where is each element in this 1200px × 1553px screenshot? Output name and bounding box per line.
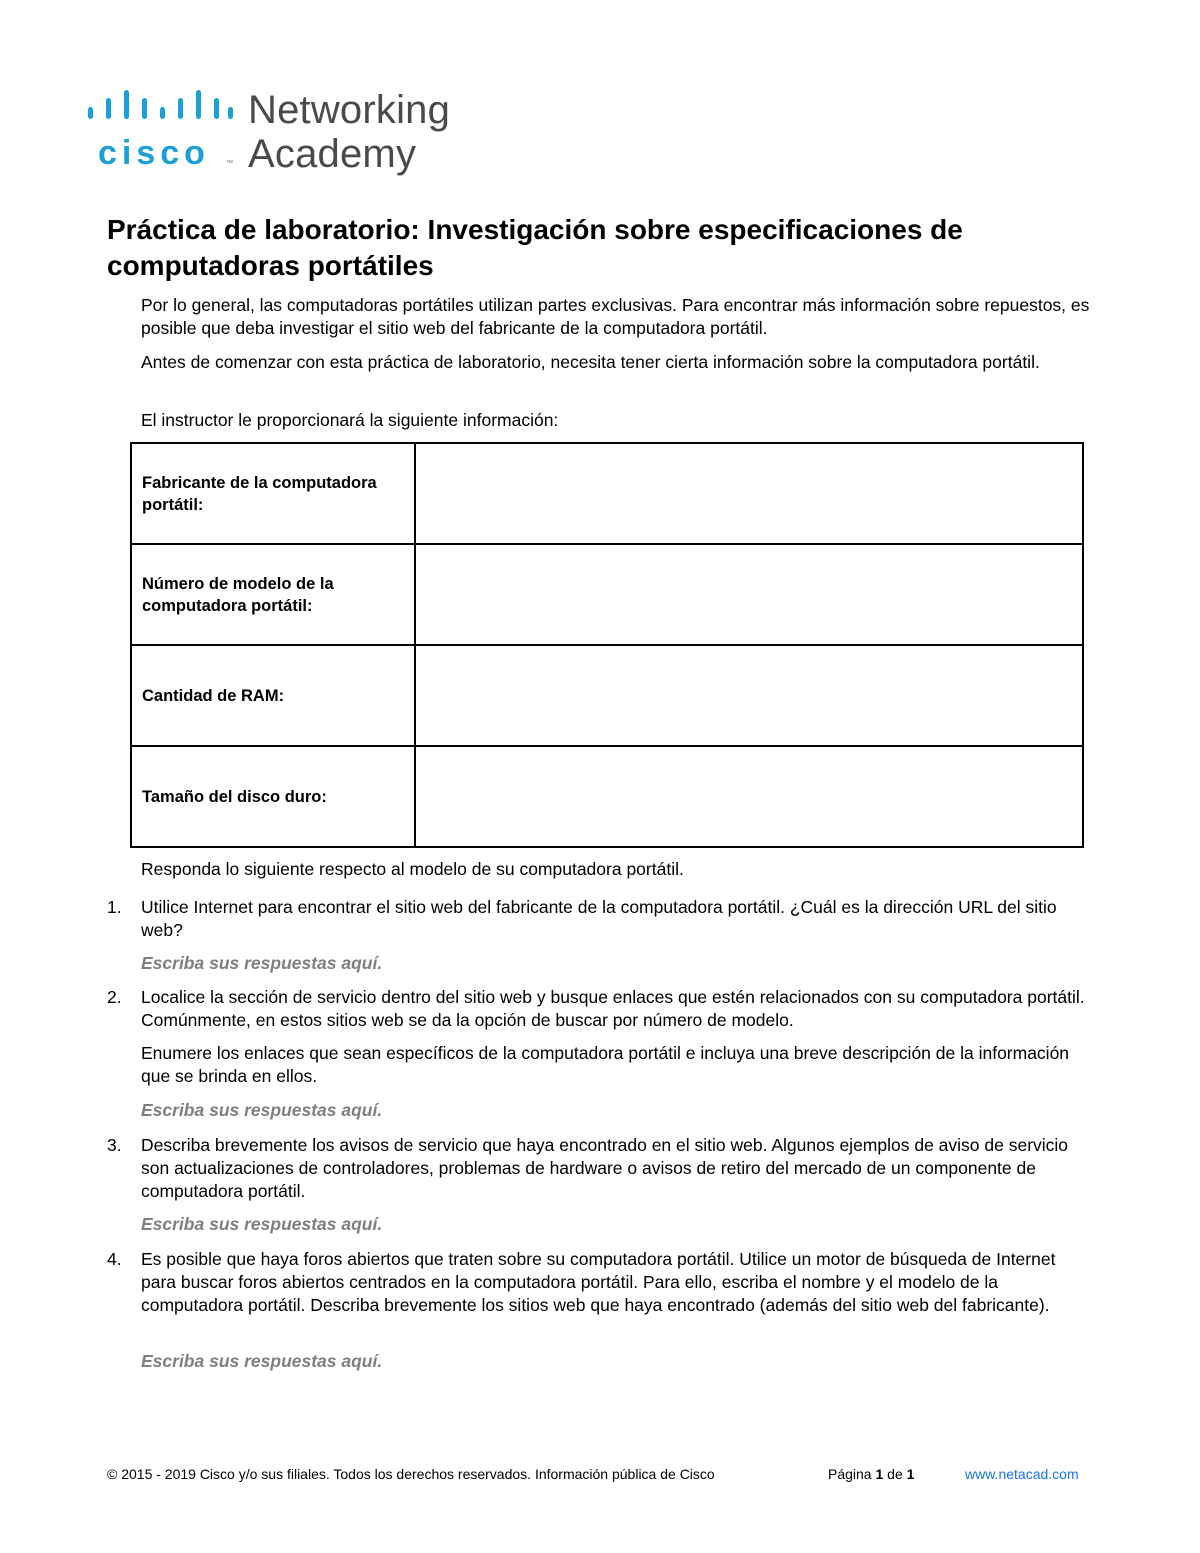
intro-paragraph-1: Por lo general, las computadoras portátiles utilizan partes exclusivas. Para encontrar más información sobre repuestos, es posible que deba investigar el sitio web del fabricante de la computadora portátil. (141, 295, 1090, 338)
respond-intro: Responda lo siguiente respecto al modelo de su computadora portátil. (141, 859, 684, 879)
logo-academy: Academy (248, 132, 417, 176)
table-row (131, 544, 1083, 645)
table-row (131, 645, 1083, 746)
question-number-2: 2. (107, 987, 122, 1007)
cisco-wordmark: cisco (98, 134, 210, 172)
footer-website (965, 1465, 1079, 1483)
table-label-hard-drive: Tamaño del disco duro: (131, 746, 415, 847)
laptop-info-table (130, 442, 1084, 848)
table-value-hard-drive[interactable] (415, 746, 1083, 847)
table-value-manufacturer[interactable] (415, 443, 1083, 544)
question-text-4: Es posible que haya foros abiertos que traten sobre su computadora portátil. Utilice un motor de búsqueda de Internet para buscar foros abiertos centrados en la computadora portátil. Para ello, escriba el nombre y el modelo de la computadora portátil. Describa brevemente los sitios web que haya encontrado (además del sitio web del fabricante). (141, 1249, 1056, 1315)
question-text-2: Localice la sección de servicio dentro del sitio web y busque enlaces que estén relacionados con su computadora portátil. Comúnmente, en estos sitios web se da la opción de buscar por número de modelo. (141, 987, 1085, 1030)
footer-page-number (828, 1465, 914, 1483)
table-label-manufacturer: Fabricante de la computadora portátil: (131, 443, 415, 544)
question-text-1: Utilice Internet para encontrar el sitio web del fabricante de la computadora portátil. ¿Cuál es la dirección URL del sitio web? (141, 897, 1057, 940)
answer-placeholder-1[interactable]: Escriba sus respuestas aquí. (141, 953, 383, 973)
logo-networking: Networking (248, 88, 451, 132)
table-row (131, 746, 1083, 847)
table-label-model-number: Número de modelo de la computadora portátil: (131, 544, 415, 645)
page-title: Práctica de laboratorio: Investigación sobre especificaciones de computadoras portátiles (107, 214, 963, 281)
netacad-link[interactable]: www.netacad.com (965, 1466, 1079, 1482)
table-value-ram[interactable] (415, 645, 1083, 746)
question-text-3: Describa brevemente los avisos de servicio que haya encontrado en el sitio web. Algunos ejemplos de aviso de servicio son actualizaciones de controladores, problemas de hardware o avisos de retiro del mercado de un componente de computadora portátil. (141, 1135, 1069, 1201)
trademark-symbol: ™ (226, 160, 233, 167)
question-text-2b: Enumere los enlaces que sean específicos de la computadora portátil e incluya una breve descripción de la información que se brinda en ellos. (141, 1043, 1070, 1086)
intro-paragraph-2: Antes de comenzar con esta práctica de laboratorio, necesita tener cierta información sobre la computadora portátil. (141, 352, 1040, 372)
footer-copyright: © 2015 - 2019 Cisco y/o sus filiales. Todos los derechos reservados. Información pública de Cisco (107, 1466, 715, 1482)
answer-placeholder-3[interactable]: Escriba sus respuestas aquí. (141, 1214, 383, 1234)
table-label-ram: Cantidad de RAM: (131, 645, 415, 746)
question-number-1: 1. (107, 897, 122, 917)
footer-page-total: 1 (906, 1466, 915, 1482)
cisco-networking-academy-logo (86, 88, 476, 178)
intro-paragraph-3: El instructor le proporcionará la siguiente información: (141, 410, 559, 430)
footer-page-prefix: Página (828, 1466, 872, 1482)
question-number-3: 3. (107, 1135, 122, 1155)
table-value-model-number[interactable] (415, 544, 1083, 645)
answer-placeholder-2[interactable]: Escriba sus respuestas aquí. (141, 1100, 383, 1120)
answer-placeholder-4[interactable]: Escriba sus respuestas aquí. (141, 1351, 383, 1371)
cisco-bars-icon (86, 88, 236, 128)
footer-page-current: 1 (875, 1466, 884, 1482)
question-number-4: 4. (107, 1249, 122, 1269)
table-row (131, 443, 1083, 544)
footer-page-mid: de (887, 1466, 903, 1482)
